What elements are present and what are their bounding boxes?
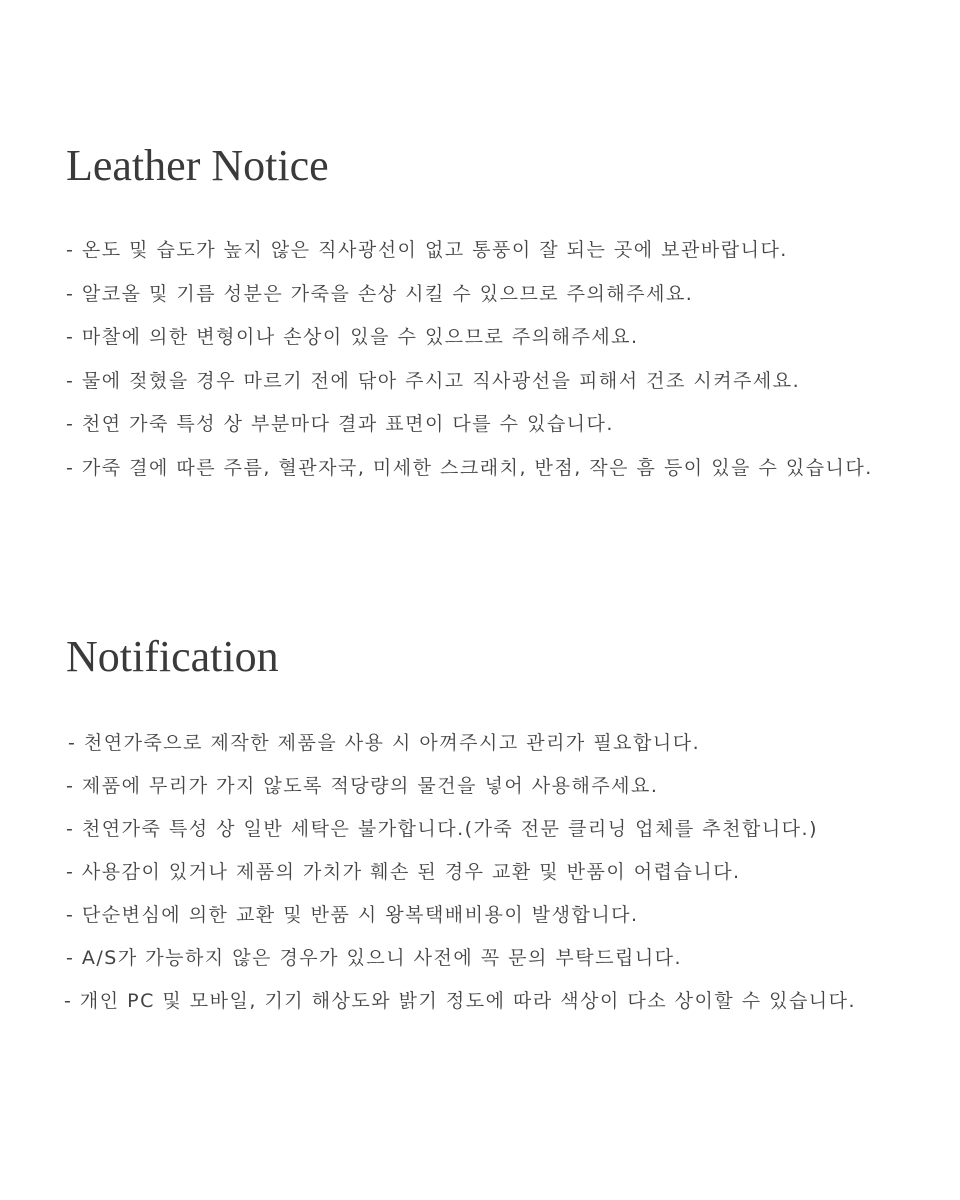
- notification-item: - 천연가죽 특성 상 일반 세탁은 불가합니다.(가죽 전문 클리닝 업체를 추천합니다.): [66, 818, 818, 840]
- notification-item: - 천연가죽으로 제작한 제품을 사용 시 아껴주시고 관리가 필요합니다.: [68, 732, 701, 754]
- leather-notice-item: - 온도 및 습도가 높지 않은 직사광선이 없고 통풍이 잘 되는 곳에 보관바랍니다.: [66, 239, 788, 261]
- leather-notice-item: - 가죽 결에 따른 주름, 혈관자국, 미세한 스크래치, 반점, 작은 흠 등이 있을 수 있습니다.: [66, 456, 873, 479]
- leather-notice-item: - 물에 젖혔을 경우 마르기 전에 닦아 주시고 직사광선을 피해서 건조 시켜주세요.: [66, 369, 801, 392]
- notification-item: - A/S가 가능하지 않은 경우가 있으니 사전에 꼭 문의 부탁드립니다.: [66, 947, 683, 969]
- leather-notice-item: - 알코올 및 기름 성분은 가죽을 손상 시킬 수 있으므로 주의해주세요.: [66, 282, 694, 305]
- notification-item: - 제품에 무리가 가지 않도록 적당량의 물건을 넣어 사용해주세요.: [66, 775, 659, 797]
- notification-list: [66, 730, 856, 1031]
- notification-item: - 개인 PC 및 모바일, 기기 해상도와 밝기 정도에 따라 색상이 다소 상이할 수 있습니다.: [64, 990, 857, 1012]
- notification-item: - 사용감이 있거나 제품의 가치가 훼손 된 경우 교환 및 반품이 어렵습니다.: [66, 861, 741, 883]
- notification-title: Notification: [66, 632, 279, 681]
- notification-item: - 단순변심에 의한 교환 및 반품 시 왕복택배비용이 발생합니다.: [66, 904, 639, 926]
- leather-notice-item: - 마찰에 의한 변형이나 손상이 있을 수 있으므로 주의해주세요.: [66, 326, 639, 349]
- leather-notice-item: - 천연 가죽 특성 상 부분마다 결과 표면이 다를 수 있습니다.: [66, 413, 614, 436]
- leather-notice-list: [66, 237, 873, 499]
- leather-notice-title: Leather Notice: [66, 141, 329, 190]
